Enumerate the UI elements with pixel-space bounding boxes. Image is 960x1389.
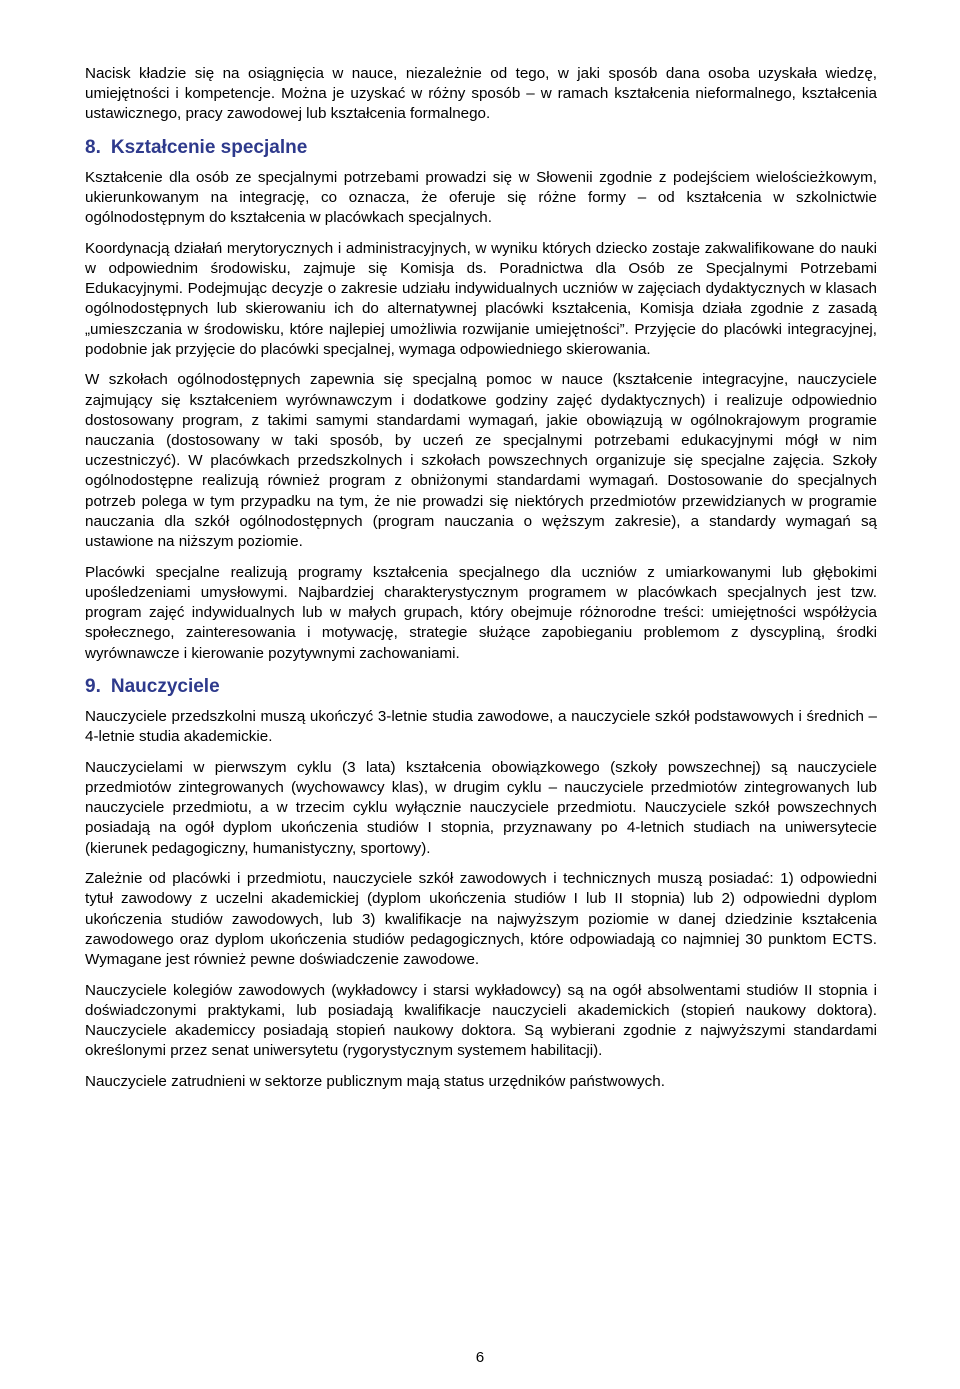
section-9-paragraph: Nauczyciele zatrudnieni w sektorze publicznym mają status urzędników państwowych. [85, 1073, 665, 1091]
page-number: 6 [475, 1349, 485, 1366]
section-8-title: Kształcenie specjalne [110, 136, 308, 158]
intro-paragraph: Nacisk kładzie się na osiągnięcia w nauce, niezależnie od tego, w jaki sposób dana osoba uzyskała wiedzę, umiejętności i kompetencje. Można je uzyskać w różny sposób – w ramach kształcenia nieformalnego, kształcenia ustawicznego, pracy zawodowej lub kształcenia formalnego. [85, 65, 877, 123]
section-9-heading [85, 676, 877, 698]
section-8-paragraph: Placówki specjalne realizują programy kształcenia specjalnego dla uczniów z umiarkowanymi lub głębokimi upośledzeniami umysłowymi. Najbardziej charakterystycznym programem w placówkach specjalnych jest tzw. program zajęć indywidualnych lub w małych grupach, który obejmuje różnorodne treści: umiejętności współżycia społecznego, zainteresowania i motywację, strategie służące zapobieganiu problemom z dyscypliną, środki wyrównawcze i kierowanie pozytywnymi zachowaniami. [85, 563, 877, 662]
section-9-paragraph: Zależnie od placówki i przedmiotu, nauczyciele szkół zawodowych i technicznych muszą posiadać: 1) odpowiedni tytuł zawodowy z uczelni akademickiej (dyplom ukończenia studiów I lub II stopnia) lub 2) odpowiedni dyplom ukończenia studiów zawodowych, lub 3) kwalifikacje na najwyższym poziomie w danej dziedzinie kształcenia zawodowego oraz dyplom ukończenia studiów pedagogicznych, które odpowiadają co najmniej 30 punktom ECTS. Wymagane jest również pewne doświadczenie zawodowe. [85, 870, 877, 969]
section-8-heading [85, 137, 877, 159]
section-8-number: 8. [85, 136, 101, 158]
section-9-number: 9. [85, 675, 101, 697]
section-8-paragraph: Koordynacją działań merytorycznych i administracyjnych, w wyniku których dziecko zostaje zakwalifikowane do nauki w odpowiednim środowisku, zajmuje się Komisja ds. Poradnictwa dla Osób ze Specjalnymi Potrzebami Edukacyjnymi. Podejmując decyzje o zakresie udziału indywidualnych uczniów w zajęciach dydaktycznych w klasach ogólnodostępnych lub skierowaniu ich do alternatywnej placówki kształcenia, Komisja działa zgodnie z zasadą „umieszczania w środowisku, które najlepiej umożliwia rozwijanie umiejętności”. Przyjęcie do placówki integracyjnej, podobnie jak przyjęcie do placówki specjalnej, wymaga odpowiedniego skierowania. [85, 239, 877, 358]
section-9-paragraph: Nauczycielami w pierwszym cyklu (3 lata) kształcenia obowiązkowego (szkoły powszechnej) są nauczyciele przedmiotów zintegrowanych (wychowawcy klas), w drugim cyklu – nauczyciele przedmiotów zintegrowanych lub nauczyciele przedmiotu, a w trzecim cyklu wyłącznie nauczyciele przedmiotu. Nauczyciele szkół powszechnych posiadają na ogół dyplom ukończenia studiów I stopnia, przyznawany po 4-letnich studiach na uniwersytecie (kierunek pedagogiczny, humanistyczny, sportowy). [85, 758, 877, 857]
section-9-title: Nauczyciele [110, 675, 220, 697]
section-9-paragraph: Nauczyciele kolegiów zawodowych (wykładowcy i starsi wykładowcy) są na ogół absolwentami studiów II stopnia i doświadczonymi praktykami, lub posiadają kwalifikacje nauczycieli akademickich (stopień naukowy doktora). Nauczyciele akademiccy posiadają stopień naukowy doktora. Są wybierani zgodnie z najwyższymi standardami określonymi przez senat uniwersytetu (rygorystycznym systemem habilitacji). [85, 981, 877, 1060]
section-8-paragraph: W szkołach ogólnodostępnych zapewnia się specjalną pomoc w nauce (kształcenie integracyjne, nauczyciele zajmujący się kształceniem wyrównawczym i dodatkowe godziny zajęć dydaktycznych) i realizuje odpowiednio dostosowany program, z takimi samymi standardami wymagań, jakie obowiązują w ogólnokrajowym programie nauczania (dostosowany w taki sposób, by uczeń ze specjalnymi potrzebami edukacyjnymi mógł w nim uczestniczyć). W placówkach przedszkolnych i szkołach powszechnych organizuje się specjalne zajęcia. Szkoły ogólnodostępne realizują również program z obniżonymi standardami wymagań. Dostosowanie do specjalnych potrzeb polega w tym przypadku na tym, że nie prowadzi się niektórych przedmiotów przewidzianych w programie nauczania dla szkół ogólnodostępnych (program nauczania o węższym zakresie), a standardy wymagań są ustawione na niższym poziomie. [85, 371, 877, 551]
section-9-paragraph: Nauczyciele przedszkolni muszą ukończyć 3-letnie studia zawodowe, a nauczyciele szkół podstawowych i średnich – 4-letnie studia akademickie. [85, 707, 877, 745]
section-8-paragraph: Kształcenie dla osób ze specjalnymi potrzebami prowadzi się w Słowenii zgodnie z podejściem wielościeżkowym, ukierunkowanym na integrację, co oznacza, że oferuje się różne formy – od kształcenia w szkolnictwie ogólnodostępnym do kształcenia w placówkach specjalnych. [85, 168, 877, 227]
document-body [85, 64, 877, 1103]
